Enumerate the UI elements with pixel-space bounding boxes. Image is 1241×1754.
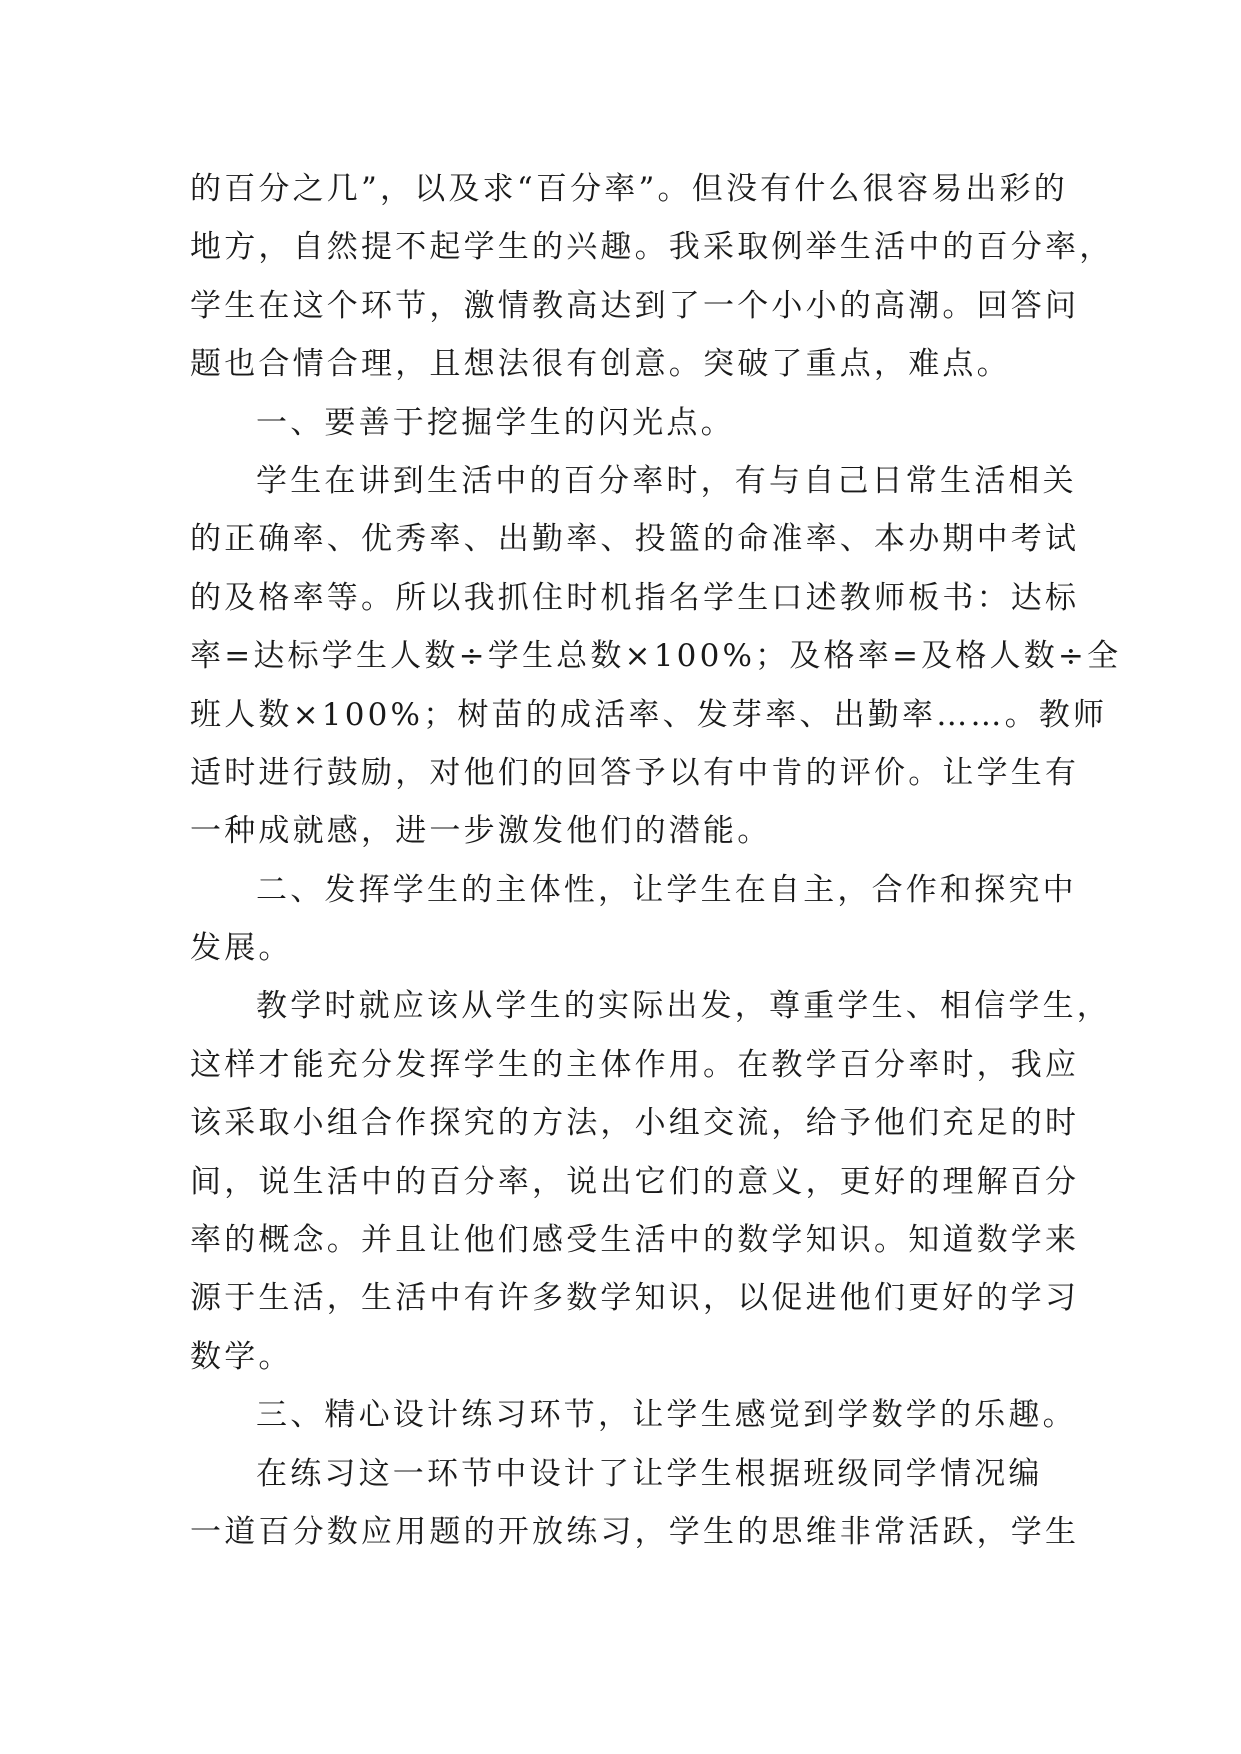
text-line: 该采取小组合作探究的方法，小组交流，给予他们充足的时 — [190, 1105, 1080, 1142]
text-line: 源于生活，生活中有许多数学知识，以促进他们更好的学习 — [190, 1280, 1080, 1317]
section-heading-2: 二、发挥学生的主体性，让学生在自主，合作和探究中 — [256, 871, 1077, 908]
text-line: 地方，自然提不起学生的兴趣。我采取例举生活中的百分率， — [190, 229, 1114, 266]
text-line: 率=达标学生人数÷学生总数×100%；及格率=及格人数÷全 — [190, 638, 1122, 675]
text-line: 的及格率等。所以我抓住时机指名学生口述教师板书：达标 — [190, 579, 1080, 616]
document-body — [190, 160, 1122, 1561]
section-heading-3: 三、精心设计练习环节，让学生感觉到学数学的乐趣。 — [256, 1397, 1077, 1434]
text-line: 的正确率、优秀率、出勤率、投篮的命准率、本办期中考试 — [190, 521, 1080, 558]
text-line: 率的概念。并且让他们感受生活中的数学知识。知道数学来 — [190, 1222, 1080, 1259]
text-line: 在练习这一环节中设计了让学生根据班级同学情况编 — [256, 1455, 1043, 1492]
text-line: 一道百分数应用题的开放练习，学生的思维非常活跃，学生 — [190, 1513, 1080, 1550]
text-line: 的百分之几”，以及求“百分率”。但没有什么很容易出彩的 — [190, 171, 1068, 207]
text-line: 这样才能充分发挥学生的主体作用。在教学百分率时，我应 — [190, 1046, 1080, 1083]
text-line: 班人数×100%；树苗的成活率、发芽率、出勤率……。教师 — [190, 696, 1108, 733]
text-line: 一种成就感，进一步激发他们的潜能。 — [190, 813, 772, 850]
text-line: 适时进行鼓励，对他们的回答予以有中肯的评价。让学生有 — [190, 754, 1080, 791]
text-line: 间，说生活中的百分率，说出它们的意义，更好的理解百分 — [190, 1163, 1080, 1200]
text-line: 发展。 — [190, 930, 293, 967]
text-line: 题也合情合理，且想法很有创意。突破了重点，难点。 — [190, 346, 1011, 383]
text-line: 数学。 — [190, 1338, 293, 1375]
text-line: 教学时就应该从学生的实际出发，尊重学生、相信学生， — [256, 988, 1111, 1025]
text-line: 学生在讲到生活中的百分率时，有与自己日常生活相关 — [256, 462, 1077, 499]
section-heading-1: 一、要善于挖掘学生的闪光点。 — [256, 404, 735, 441]
text-line: 学生在这个环节，激情教高达到了一个小小的高潮。回答问 — [190, 287, 1080, 324]
